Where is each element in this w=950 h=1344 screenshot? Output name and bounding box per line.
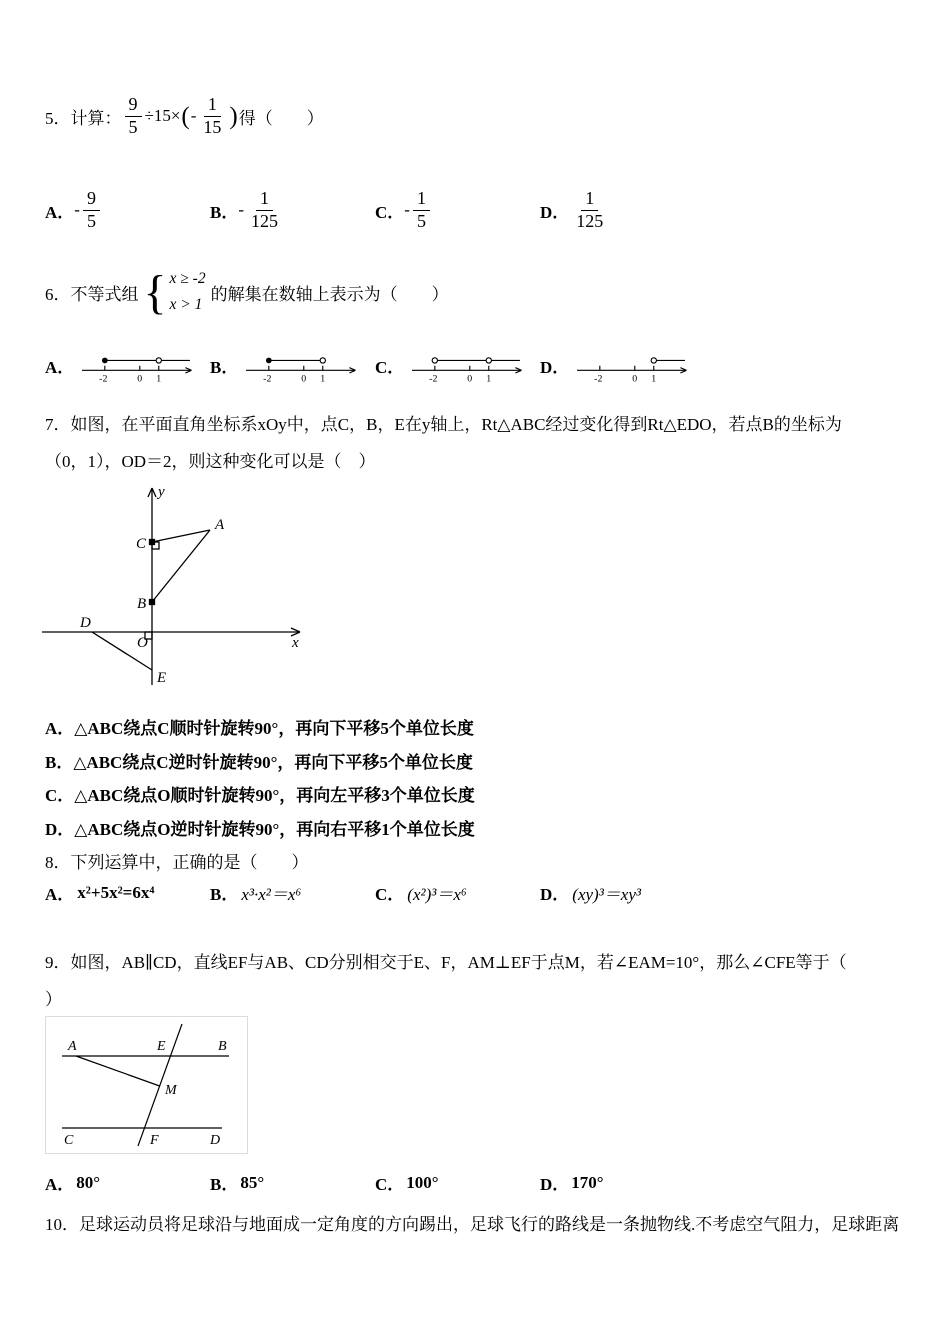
question-7-options (45, 712, 475, 846)
tick-label-1: 1 (156, 373, 162, 384)
q5-fraction-2-numerator: 1 (204, 94, 221, 117)
q7-option-b: B．△ABC绕点C逆时针旋转90°，再向下平移5个单位长度 (45, 752, 473, 772)
q9-option-b (210, 1170, 375, 1195)
q5-minus-sign: - (190, 106, 197, 126)
tick-label-0: 0 (632, 373, 638, 384)
fraction-denominator: 125 (251, 210, 279, 231)
option-value: 85° (240, 1172, 265, 1192)
option-expression: x²+5x²=6x⁴ (77, 882, 155, 902)
q9-stem-line1: 9．如图，AB∥CD，直线EF与AB、CD分别相交于E、F，AM⊥EF于点M，若∠EAM=10°，那么∠CFE等于（ (45, 953, 847, 972)
number-axis (412, 366, 521, 373)
fraction-denominator: 5 (416, 210, 426, 231)
q7-option-a: A．△ABC绕点C顺时针旋转90°，再向下平移5个单位长度 (45, 719, 474, 738)
option-expression: x³·x²＝x⁶ (241, 885, 302, 904)
q9-option-a (45, 1170, 210, 1195)
option-label: A． (45, 885, 75, 904)
q5-stem-suffix: 得（ ） (238, 108, 324, 128)
q5-fraction-1-numerator: 9 (125, 94, 142, 117)
option-fraction (247, 188, 282, 232)
option-label: B． (210, 1175, 239, 1194)
question-5-options (45, 188, 610, 232)
q5-option-c (375, 188, 540, 232)
q7-coordinate-diagram (42, 480, 307, 692)
option-label: D． (540, 202, 570, 222)
q8-stem-text: 8．下列运算中，正确的是（ ） (45, 853, 309, 872)
q8-option-a (45, 880, 210, 905)
fraction-denominator: 5 (86, 210, 96, 231)
option-expression: (x²)³＝x⁶ (407, 885, 467, 904)
point-label-e: E (157, 1039, 166, 1054)
option-label: A． (45, 357, 75, 377)
system-brace: { (143, 265, 167, 319)
q9-stem-line2: ） (45, 990, 62, 1009)
q10-stem-text: 10．足球运动员将足球沿与地面成一定角度的方向踢出，足球飞行的路线是一条抛物线.不考虑空气阻力，足球距离 (45, 1215, 900, 1234)
fraction-denominator: 125 (576, 210, 604, 231)
question-10-stem (45, 1210, 930, 1235)
q8-option-c (375, 880, 540, 905)
system-conditions (167, 266, 206, 319)
tick-label-0: 0 (137, 373, 143, 384)
numberline-option-d (575, 346, 690, 384)
point-label-d: D (80, 615, 91, 631)
q5-option-a (45, 188, 210, 232)
point-label-d: D (210, 1133, 221, 1148)
option-label: B． (210, 202, 239, 222)
number-axis (246, 366, 355, 373)
numberline-option-b (244, 346, 359, 384)
option-label: D． (540, 885, 570, 904)
q9-figure-frame (45, 1016, 248, 1154)
option-fraction (413, 188, 430, 232)
q9-option-d (540, 1170, 604, 1195)
tick-label-neg2: -2 (99, 373, 108, 384)
q6-stem-suffix: 的解集在数轴上表示为（ ） (210, 284, 449, 304)
solution-region (103, 358, 190, 363)
tick-label-1: 1 (486, 373, 492, 384)
question-9-options (45, 1170, 604, 1195)
point-label-a: A (215, 517, 225, 533)
option-label: C． (375, 357, 405, 377)
numberline-option-a (80, 346, 195, 384)
q5-option-b (210, 188, 375, 232)
q9-parallel-lines-diagram (54, 1020, 239, 1150)
option-value: 100° (406, 1172, 439, 1192)
q6-option-b (210, 346, 375, 384)
axis-label-x: x (292, 635, 299, 651)
solution-region (651, 358, 685, 363)
fraction-numerator: 1 (581, 188, 598, 211)
option-label: B． (210, 357, 239, 377)
question-6-stem (45, 266, 449, 319)
q8-option-b (210, 880, 375, 905)
inequality-system (144, 266, 206, 319)
number-axis (577, 366, 686, 373)
solution-region (267, 358, 326, 363)
fraction-numerator: 1 (413, 188, 430, 211)
point-label-a: A (68, 1039, 77, 1054)
q9-option-c (375, 1170, 540, 1195)
option-value: 170° (571, 1172, 604, 1192)
point-label-f: F (150, 1133, 159, 1148)
question-6-options (45, 346, 690, 384)
numberline-option-c (410, 346, 525, 384)
condition-2: x > 1 (169, 296, 203, 314)
option-sign: - (238, 200, 245, 220)
q7-option-d: D．△ABC绕点O逆时针旋转90°，再向右平移1个单位长度 (45, 819, 475, 839)
point-label-m: M (165, 1083, 177, 1098)
q7-stem-line1: 7．如图，在平面直角坐标系xOy中，点C，B，E在y轴上，Rt△ABC经过变化得到Rt△EDO，若点B的坐标为 (45, 415, 842, 434)
option-expression: (xy)³＝xy³ (572, 885, 641, 904)
point-label-c: C (136, 536, 147, 552)
q5-fraction-1 (125, 94, 142, 138)
point-label-b: B (218, 1039, 227, 1054)
question-5-stem (45, 94, 324, 138)
axis-label-y: y (158, 484, 165, 500)
number-axis (82, 366, 191, 373)
q5-fraction-2-denominator: 15 (203, 116, 222, 137)
option-value: 80° (76, 1172, 101, 1192)
tick-label-0: 0 (301, 373, 307, 384)
solution-region (432, 358, 520, 363)
q5-paren-close: ) (229, 102, 238, 130)
q6-stem-prefix: 6．不等式组 (45, 284, 139, 304)
q6-option-a (45, 346, 210, 384)
question-7-stem (45, 406, 920, 480)
q7-option-c: C．△ABC绕点O顺时针旋转90°，再向左平移3个单位长度 (45, 786, 475, 805)
option-fraction (83, 188, 100, 232)
option-sign: - (74, 200, 80, 220)
fraction-numerator: 9 (83, 188, 100, 211)
option-sign: - (404, 200, 410, 220)
q5-fraction-1-denominator: 5 (128, 116, 138, 137)
segment-am (76, 1056, 160, 1086)
point-label-o: O (137, 635, 148, 651)
option-label: C． (375, 1175, 405, 1194)
question-8-stem (45, 848, 309, 873)
q5-stem-prefix: 5．计算： (45, 108, 122, 128)
option-fraction (572, 188, 607, 232)
option-label: D． (540, 357, 570, 377)
option-label: A． (45, 202, 75, 222)
tick-label-neg2: -2 (594, 373, 603, 384)
option-label: C． (375, 885, 405, 904)
question-9-stem (45, 944, 930, 1018)
point-label-e: E (157, 670, 167, 686)
q8-option-d (540, 880, 641, 905)
tick-label-1: 1 (320, 373, 326, 384)
condition-1: x ≥ -2 (169, 270, 206, 287)
option-label: A． (45, 1175, 75, 1194)
question-8-options (45, 880, 641, 905)
tick-label-1: 1 (651, 373, 657, 384)
axes (42, 488, 300, 685)
q7-stem-line2: （0，1），OD＝2，则这种变化可以是（ ） (45, 452, 376, 471)
point-label-b: B (137, 596, 147, 612)
q5-option-d (540, 188, 610, 232)
q5-paren-open: ( (181, 102, 190, 130)
q5-fraction-2 (199, 94, 225, 138)
option-label: B． (210, 885, 239, 904)
fraction-numerator: 1 (256, 188, 273, 211)
triangle-abc (150, 530, 211, 605)
option-label: C． (375, 202, 405, 222)
tick-label-neg2: -2 (263, 373, 272, 384)
option-label: D． (540, 1175, 570, 1194)
tick-label-0: 0 (467, 373, 473, 384)
q6-option-c (375, 346, 540, 384)
point-label-c: C (64, 1133, 74, 1148)
tick-label-neg2: -2 (429, 373, 438, 384)
q5-operator: ÷15× (144, 106, 181, 126)
q6-option-d (540, 346, 690, 384)
